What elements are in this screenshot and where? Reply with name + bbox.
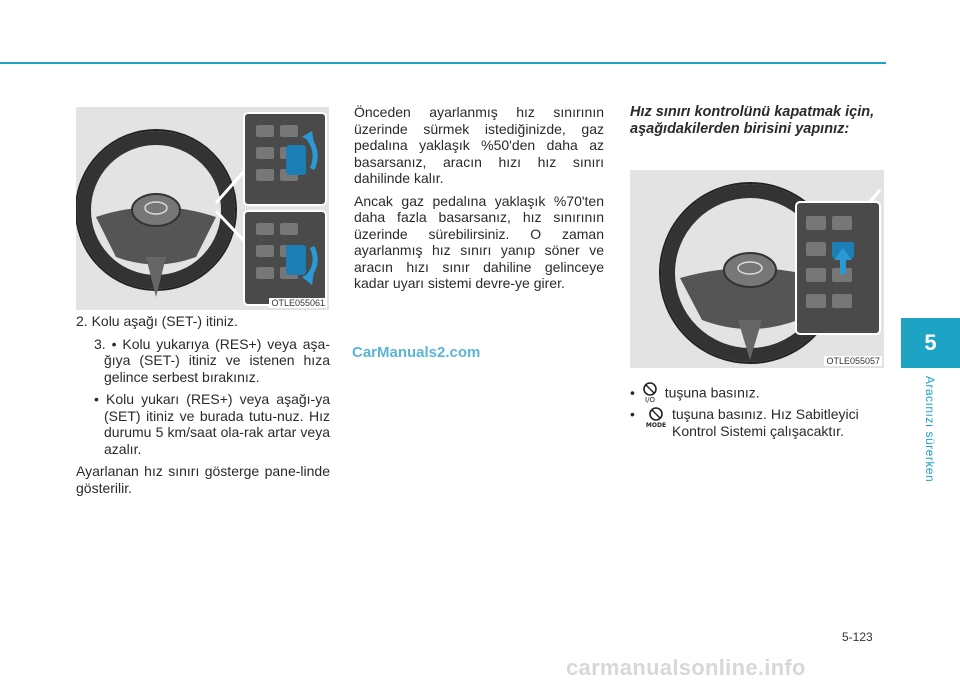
- chapter-label-text: Aracınızı sürerken: [923, 375, 937, 483]
- step-2: 2. Kolu aşağı (SET-) itiniz.: [76, 313, 238, 329]
- step-3a: 3. • Kolu yukarıya (RES+) veya aşa-ğıya (SET-) itiniz ve istenen hıza gelince serbest bırakınız.: [94, 335, 330, 385]
- speed-limit-onoff-icon: [639, 381, 661, 407]
- paragraph-1: Önceden ayarlanmış hız sınırının üzerinde sürmek istediğinizde, gaz pedalına yaklaşık %50'den daha az basarsanız, aracın hızı hız sınırı dahilinde kalır.: [354, 104, 604, 186]
- steering-wheel-illustration: [76, 107, 329, 310]
- chapter-label: [901, 375, 960, 488]
- paragraph-2: Ancak gaz pedalına yaklaşık %70'ten daha fazla basarsanız, hız sınırının üzerinde sürebilirsiniz. O zaman ayarlanmış hız sınırı yanıp söner ve aracın hızı sınır dahiline gelinceye kadar uyarı sistemi devre-ye girer.: [354, 192, 604, 291]
- bullet-dot: •: [630, 406, 635, 422]
- bullet-2: [630, 406, 882, 439]
- bullet-1-text: tuşuna basınız.: [664, 384, 760, 401]
- icon2-label: MODE: [645, 422, 667, 428]
- column-1: [76, 313, 330, 502]
- watermark-mid: CarManuals2.com: [352, 344, 481, 361]
- section-heading: Hız sınırı kontrolünü kapatmak için, aşağıdakilerden birisini yapınız:: [630, 104, 875, 137]
- steering-wheel-illustration-right: [630, 170, 884, 368]
- icon1-label: I/O: [644, 396, 655, 403]
- header-rule: [0, 62, 886, 64]
- bullet-dot: •: [630, 384, 635, 401]
- page-number: 5-123: [842, 630, 873, 644]
- chapter-number: 5: [924, 330, 937, 355]
- step-3b: • Kolu yukarı (RES+) veya aşağı-ya (SET) itiniz ve burada tutu-nuz. Hız durumu 5 km/saat ola-rak artar veya azalır.: [94, 391, 330, 457]
- watermark-footer: carmanualsonline.info: [566, 655, 806, 680]
- speed-limit-mode-icon: [644, 406, 668, 439]
- figure-code-right: OTLE055057: [826, 356, 880, 366]
- column-2: [354, 104, 604, 298]
- display-note: Ayarlanan hız sınırı gösterge pane-linde gösterilir.: [76, 463, 330, 496]
- figure-code-left: OTLE055061: [271, 298, 325, 308]
- bullet-1: [630, 381, 882, 407]
- bullet-2-text: tuşuna basınız. Hız Sabitleyici Kontrol Sistemi çalışacaktır.: [672, 406, 859, 439]
- steering-wheel-figure-right: [630, 170, 884, 368]
- steering-wheel-figure-left: [76, 107, 329, 310]
- chapter-tab: [901, 318, 960, 368]
